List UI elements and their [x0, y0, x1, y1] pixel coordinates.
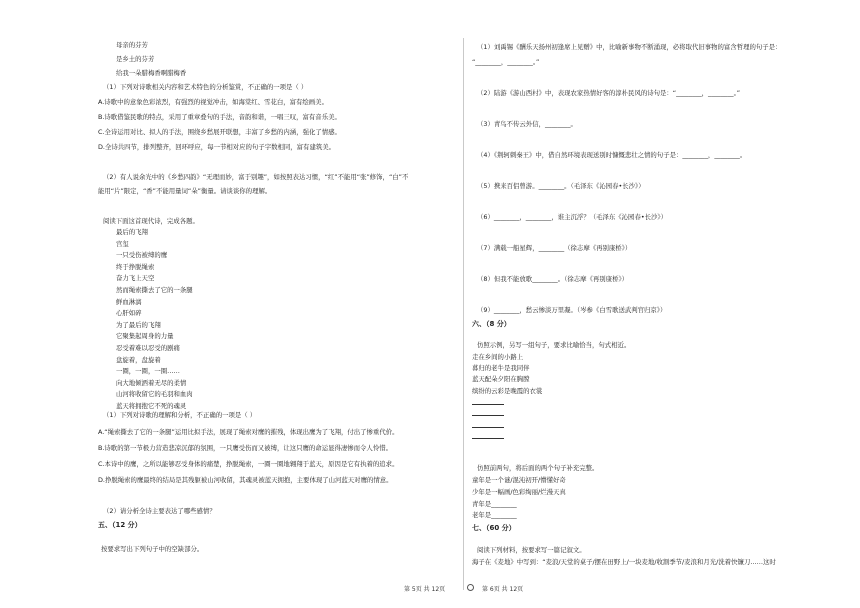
question-stem-cont: 能用“片”限定，“香”不能用量词“朵”衡量。请谈谈你的理解。: [98, 187, 272, 195]
poem-line: 给我一朵腊梅香啊腊梅香: [116, 69, 187, 77]
section-heading: 五、（12 分）: [98, 521, 142, 529]
poem-line: 一圈，一圈，一圈……: [116, 367, 180, 376]
option-d: D.全诗共四节，排列整齐，回环呼应，每一节相对应的句子字数相同，富有建筑美。: [98, 143, 336, 151]
answer-line: [472, 438, 504, 439]
poem-line: 蓝天将拥抱它不死的魂灵: [116, 402, 187, 410]
page-number-right: 第 6页 共 12页: [482, 586, 524, 593]
example-line: 走在乡间的小路上: [472, 353, 524, 361]
question-stem: （2）请分析全诗主要表达了哪些感情？: [103, 507, 216, 515]
poem-line: 母亲的芬芳: [116, 41, 148, 49]
fill-item-cont: “________，________。”: [472, 58, 540, 66]
fill-item: （7）满载一船星辉，________（徐志摩《再别康桥》）: [477, 244, 632, 252]
fill-item: （8）但我不能放歌________。（徐志摩《再别康桥》）: [477, 275, 629, 283]
essay-text: 海子在《麦地》中写到：“麦浪/天堂的桌子/摆在田野上/一块麦地/收割季节/麦浪和月光/洗着快镰刀……这时: [472, 558, 776, 566]
imitate2-line: 老年是________: [472, 511, 517, 519]
option-b: B.诗歌的第一节极力营造悲凉沉郁的氛围，一只鹰受伤而又被缚，让这只鹰的命运显得凄惨而令人怜惜。: [98, 444, 392, 452]
question-stem: （1）下列对诗歌相关内容和艺术特色的分析鉴赏，不正确的一项是（ ）: [103, 83, 308, 91]
fill-item: （4）《荆轲刺秦王》中，借自然环境表现送别时慷慨悲壮之情的句子是：________，________。: [477, 151, 747, 159]
page-circle-mark: [467, 584, 474, 591]
question-stem: （1）下列对诗歌的理解和分析，不正确的一项是（ ）: [103, 411, 257, 419]
poem-line: 最后的飞翔: [116, 228, 148, 236]
reading-intro: 阅读下面这首现代诗，完成各题。: [103, 217, 199, 225]
poem-line: 终于挣脱绳索: [116, 262, 155, 271]
fill-item: （6）________，________，谁主沉浮？（毛泽东《沁园春•长沙》）: [477, 213, 667, 221]
poem-line: 宫玺: [116, 239, 129, 248]
option-b: B.诗歌借鉴民歌的特点，采用了重章叠句的手法，音韵和谐，一唱三叹，富有音乐美。: [98, 113, 341, 121]
fill-item: （1）刘禹锡《酬乐天扬州初逢席上见赠》中，比喻新事物不断涌现，必将取代旧事物的富含哲理的句子是：: [477, 43, 782, 51]
poem-line: 然而绳索撕去了它的一条腿: [116, 286, 193, 294]
poem-line: 忍受着难以忍受的剧痛: [116, 344, 180, 352]
example-line: 缤纷的云彩是晚霞的衣裳: [472, 387, 543, 395]
section-heading: 七、（60 分）: [472, 524, 516, 532]
fill-item: （2）陆游《游山西村》中，表现农家热情好客的淳朴民风的诗句是：“________，________。”: [477, 89, 741, 97]
answer-line: [472, 404, 504, 405]
answer-line: [472, 427, 504, 428]
imitate2-line: 童年是一个谜/混沌初开/懵懂好奇: [472, 476, 566, 484]
page-number-left: 第 5页 共 12页: [404, 586, 446, 593]
imitate-intro: 仿照示例，另写一组句子，要求比喻恰当，句式相近。: [477, 341, 631, 349]
option-d: D.挣脱绳索的鹰最终的结局是其残躯被山河收留，其魂灵被蓝天拥抱，主要体现了山河蓝天对鹰的情意。: [98, 476, 393, 484]
answer-line: [472, 415, 504, 416]
fill-item: （5）携来百侣曾游。________。（毛泽东《沁园春•长沙》）: [477, 182, 645, 190]
poem-line: 一只受伤被缚的鹰: [116, 251, 168, 260]
example-line: 蓝天配朵夕阳在胸膛: [472, 375, 530, 383]
example-line: 暮归的老牛是我同伴: [472, 364, 530, 372]
imitate2-intro: 仿照前两句，将后面的两个句子补充完整。: [477, 464, 599, 472]
question-stem: （2）有人说余光中的《乡愁四韵》“无理而妙，富于别趣”，如按照表达习惯，“红”不能用“张”修饰，“白”不: [103, 173, 409, 181]
poem-line: 盘旋着，盘旋着: [116, 355, 161, 364]
poem-line: 奋力飞上天空: [116, 274, 155, 283]
poem-line: 它聚集起周身的力量: [116, 332, 174, 341]
option-c: C.本诗中的鹰，之所以能够忍受身体的痛楚，挣脱绳索，一圈一圈地翱翔于蓝天，原因是它有执着的追求。: [98, 460, 399, 468]
poem-line: 是乡土的芬芳: [116, 55, 155, 63]
essay-intro: 阅读下列材料，按要求写一篇记叙文。: [477, 546, 586, 554]
poem-line: 向大地倾洒着无尽的柔情: [116, 378, 187, 387]
poem-line: 山河将收留它的毛羽和血肉: [116, 390, 193, 399]
section-heading: 六、（8 分）: [472, 320, 511, 328]
option-a: A.诗歌中的意象色彩浓烈，有强烈的视觉冲击，如海棠红、雪花白，富有绘画美。: [98, 98, 328, 106]
imitate2-line: 青年是________: [472, 500, 517, 508]
poem-line: 为了最后的飞翔: [116, 320, 161, 329]
option-a: A.“绳索撕去了它的一条腿”运用比拟手法，展现了绳索对鹰的摧残，体现出鹰为了飞翔，付出了惨重代价。: [98, 428, 399, 436]
poem-line: 心肝如碎: [116, 309, 142, 318]
fill-item: （9）________，愁云惨淡万里凝。（岑参《白雪歌送武判官归京》）: [477, 306, 667, 314]
imitate2-line: 少年是一幅画/色彩绚丽/烂漫天真: [472, 488, 566, 496]
column-divider: [463, 38, 464, 590]
poem-line: 鲜血淋漓: [116, 297, 142, 306]
option-c: C.全诗运用对比、拟人的手法，围绕乡愁展开联想，丰富了乡愁的内涵，强化了情感。: [98, 128, 341, 136]
fill-item: （3）青鸟不传云外信，________。: [477, 120, 577, 128]
section-intro: 按要求写出下列句子中的空缺部分。: [101, 545, 204, 553]
